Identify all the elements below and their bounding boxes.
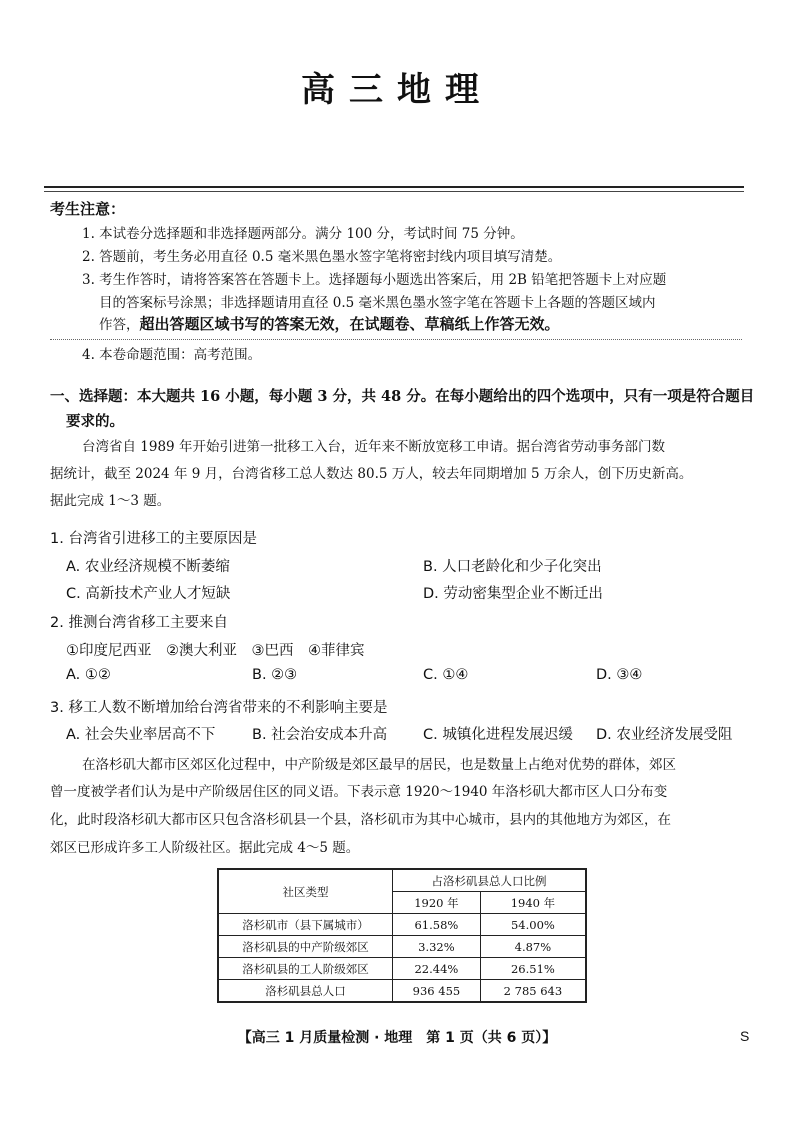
notice-dotted-divider (50, 339, 742, 340)
section-heading-line-2: 要求的。 (66, 413, 124, 430)
question-1-option-d: D. 劳动密集型企业不断迁出 (423, 586, 603, 602)
question-1-option-c: C. 高新技术产业人才短缺 (66, 586, 231, 602)
table-header-1920: 1920 年 (393, 892, 481, 914)
notice-heading: 考生注意： (50, 200, 126, 218)
question-2-option-b: B. ②③ (252, 667, 298, 683)
population-table (217, 868, 587, 1003)
question-2-stem: 2. 推测台湾省移工主要来自 (50, 615, 228, 631)
table-row (218, 980, 586, 1003)
table-cell-1940: 26.51% (480, 958, 586, 980)
table-cell-1920: 22.44% (393, 958, 481, 980)
table-cell-1940: 4.87% (480, 936, 586, 958)
header-rule-thin (44, 191, 744, 192)
question-3-option-b: B. 社会治安成本升高 (252, 727, 388, 743)
table-cell-label: 洛杉矶市（县下属城市） (218, 914, 393, 936)
question-2-option-c: C. ①④ (423, 667, 469, 683)
table-cell-1920: 3.32% (393, 936, 481, 958)
question-1-stem: 1. 台湾省引进移工的主要原因是 (50, 531, 257, 547)
table-cell-1940: 2 785 643 (480, 980, 586, 1003)
notice-item-3-line-1: 3. 考生作答时，请将答案答在答题卡上。选择题每小题选出答案后，用 2B 铅笔把答题卡上对应题 (82, 272, 667, 288)
table-header-type: 社区类型 (218, 869, 393, 914)
question-3-option-d: D. 农业经济发展受阻 (596, 727, 733, 743)
table-cell-1920: 61.58% (393, 914, 481, 936)
notice-item-3-line-3 (99, 313, 560, 334)
question-3-option-a: A. 社会失业率居高不下 (66, 727, 216, 743)
notice-item-3-line-2: 目的答案标号涂黑；非选择题请用直径 0.5 毫米黑色墨水签字笔在答题卡上各题的答题区域内 (99, 295, 656, 311)
table-row (218, 958, 586, 980)
passage1-line-1: 台湾省自 1989 年开始引进第一批移工入台，近年来不断放宽移工申请。据台湾省劳动事务部门数 (82, 439, 665, 455)
notice-item-3-prefix: 作答， (99, 317, 140, 333)
question-2-option-d: D. ③④ (596, 667, 643, 683)
table-cell-1920: 936 455 (393, 980, 481, 1003)
notice-item-1: 1. 本试卷分选择题和非选择题两部分。满分 100 分，考试时间 75 分钟。 (82, 226, 524, 242)
section-heading-line-1: 一、选择题：本大题共 16 小题，每小题 3 分，共 48 分。在每小题给出的四个选项中，只有一项是符合题目 (50, 388, 755, 405)
table-cell-label: 洛杉矶县总人口 (218, 980, 393, 1003)
passage2-line-4: 郊区已形成许多工人阶级社区。据此完成 4～5 题。 (50, 840, 360, 856)
corner-mark: S (740, 1028, 750, 1044)
question-2-option-a: A. ①② (66, 667, 111, 683)
table-cell-label: 洛杉矶县的工人阶级郊区 (218, 958, 393, 980)
table-header-share: 占洛杉矶县总人口比例 (393, 869, 587, 892)
notice-item-4: 4. 本卷命题范围：高考范围。 (82, 347, 262, 363)
header-rule (44, 186, 744, 188)
page-title: 高三地理 (301, 70, 493, 110)
table-cell-label: 洛杉矶县的中产阶级郊区 (218, 936, 393, 958)
passage1-line-3: 据此完成 1～3 题。 (50, 493, 171, 509)
page-footer: 【高三 1 月质量检测 · 地理 第 1 页（共 6 页）】 (237, 1030, 557, 1046)
passage2-line-3: 化，此时段洛杉矶大都市区只包含洛杉矶县一个县，洛杉矶市为其中心城市，县内的其他地方为郊区，在 (50, 812, 671, 828)
table-row (218, 936, 586, 958)
notice-item-3-emphasis: 超出答题区域书写的答案无效，在试题卷、草稿纸上作答无效。 (139, 315, 560, 333)
table-header-1940: 1940 年 (480, 892, 586, 914)
passage1-line-2: 据统计，截至 2024 年 9 月，台湾省移工总人数达 80.5 万人，较去年同期增加 5 万余人，创下历史新高。 (50, 466, 693, 482)
table-cell-1940: 54.00% (480, 914, 586, 936)
question-2-items: ①印度尼西亚 ②澳大利亚 ③巴西 ④菲律宾 (66, 643, 365, 659)
passage2-line-1: 在洛杉矶大都市区郊区化过程中，中产阶级是郊区最早的居民，也是数量上占绝对优势的群体，郊区 (82, 757, 676, 773)
notice-item-2: 2. 答题前，考生务必用直径 0.5 毫米黑色墨水签字笔将密封线内项目填写清楚。 (82, 249, 562, 265)
passage2-line-2: 曾一度被学者们认为是中产阶级居住区的同义语。下表示意 1920～1940 年洛杉矶大都市区人口分布变 (50, 784, 668, 800)
question-3-stem: 3. 移工人数不断增加给台湾省带来的不利影响主要是 (50, 700, 388, 716)
question-1-option-a: A. 农业经济规模不断萎缩 (66, 559, 230, 575)
question-1-option-b: B. 人口老龄化和少子化突出 (423, 559, 602, 575)
question-3-option-c: C. 城镇化进程发展迟缓 (423, 727, 573, 743)
table-row (218, 914, 586, 936)
